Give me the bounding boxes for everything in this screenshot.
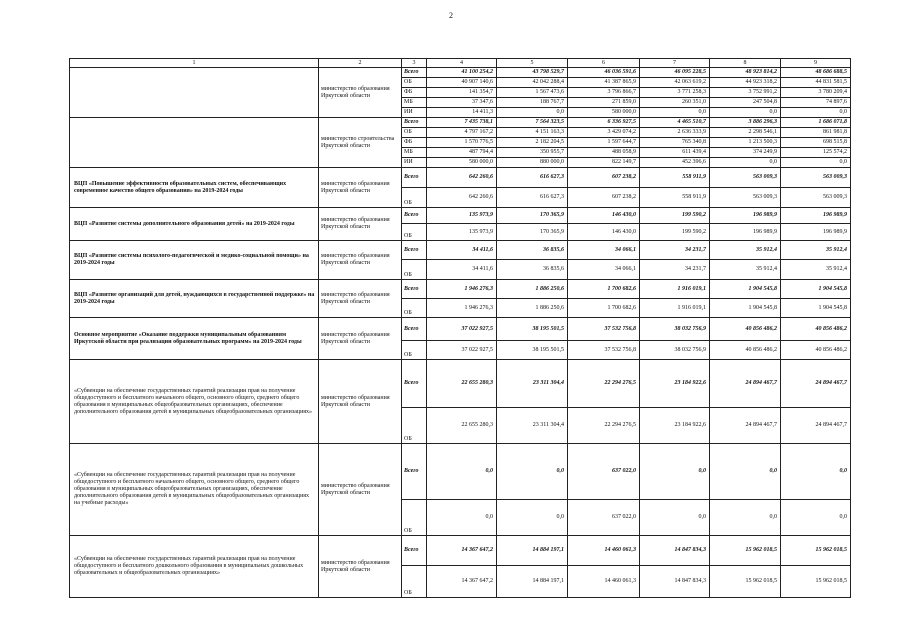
source-cell: ОБ [402, 408, 427, 444]
total-value-cell: 37 022 927,5 [427, 318, 497, 341]
value-cell: 42 063 619,2 [640, 78, 710, 88]
total-value-cell: 0,0 [427, 444, 497, 500]
table-row [70, 444, 851, 500]
table-row [70, 318, 851, 341]
table-row [70, 118, 851, 128]
total-value-cell: 14 367 647,2 [427, 536, 497, 566]
ob-value-cell: 1 886 250,6 [497, 299, 568, 318]
value-cell: 0,0 [640, 108, 710, 118]
source-cell: ОБ [402, 78, 427, 88]
total-value-cell: 38 195 501,5 [497, 318, 568, 341]
value-cell: 46 036 591,6 [568, 68, 640, 78]
value-cell: 3 752 991,2 [710, 88, 781, 98]
value-cell: 488 058,9 [568, 148, 640, 158]
page-number: 2 [449, 11, 453, 20]
ob-value-cell: 14 367 647,2 [427, 566, 497, 598]
ministry-cell: министерство образования Иркутской области [319, 280, 402, 318]
total-value-cell: 196 989,9 [781, 208, 851, 224]
ob-value-cell: 38 195 501,5 [497, 341, 568, 360]
value-cell: 765 340,8 [640, 138, 710, 148]
source-cell: ОБ [402, 224, 427, 241]
value-cell: 2 636 333,9 [640, 128, 710, 138]
ministry-cell: министерство образования Иркутской области [319, 68, 402, 118]
value-cell: 247 504,8 [710, 98, 781, 108]
source-cell: ОБ [402, 299, 427, 318]
ob-value-cell: 563 009,3 [710, 188, 781, 208]
total-value-cell: 607 238,2 [568, 168, 640, 188]
value-cell: 40 907 140,6 [427, 78, 497, 88]
table-row [70, 59, 851, 68]
ob-value-cell: 616 627,3 [497, 188, 568, 208]
ob-value-cell: 23 311 304,4 [497, 408, 568, 444]
value-cell: 822 149,7 [568, 158, 640, 168]
value-cell: 44 923 318,2 [710, 78, 781, 88]
ob-value-cell: 1 904 545,8 [781, 299, 851, 318]
ob-value-cell: 37 022 927,5 [427, 341, 497, 360]
value-cell: 43 798 529,7 [497, 68, 568, 78]
ob-value-cell: 34 411,6 [427, 260, 497, 280]
budget-table [69, 58, 851, 598]
ob-value-cell: 35 912,4 [781, 260, 851, 280]
value-cell: 3 771 258,3 [640, 88, 710, 98]
source-cell: Всего [402, 280, 427, 299]
source-cell: Всего [402, 118, 427, 128]
total-value-cell: 1 946 276,3 [427, 280, 497, 299]
program-name: ВЦП «Развитие системы дополнительного образования детей» на 2019-2024 годы [70, 208, 319, 241]
ob-value-cell: 1 916 019,1 [640, 299, 710, 318]
source-cell: ОБ [402, 566, 427, 598]
ob-value-cell: 0,0 [427, 500, 497, 536]
total-value-cell: 34 231,7 [640, 241, 710, 260]
total-value-cell: 34 066,1 [568, 241, 640, 260]
total-value-cell: 14 884 197,1 [497, 536, 568, 566]
total-value-cell: 15 962 018,5 [781, 536, 851, 566]
value-cell: 880 000,0 [497, 158, 568, 168]
ob-value-cell: 14 847 834,3 [640, 566, 710, 598]
total-value-cell: 563 009,3 [781, 168, 851, 188]
total-value-cell: 558 911,9 [640, 168, 710, 188]
ob-value-cell: 40 856 486,2 [781, 341, 851, 360]
ob-value-cell: 40 856 486,2 [710, 341, 781, 360]
value-cell: 4 151 163,3 [497, 128, 568, 138]
source-cell: Всего [402, 360, 427, 408]
total-value-cell: 14 847 834,3 [640, 536, 710, 566]
value-cell: 125 574,2 [781, 148, 851, 158]
ob-value-cell: 135 973,9 [427, 224, 497, 241]
value-cell: 350 955,7 [497, 148, 568, 158]
table-row [70, 360, 851, 408]
ob-value-cell: 0,0 [710, 500, 781, 536]
source-cell: ОБ [402, 500, 427, 536]
value-cell: 188 767,7 [497, 98, 568, 108]
table-row [70, 280, 851, 299]
value-cell: 374 249,9 [710, 148, 781, 158]
source-cell: ОБ [402, 260, 427, 280]
total-value-cell: 15 962 018,5 [710, 536, 781, 566]
value-cell: 580 000,0 [427, 158, 497, 168]
value-cell: 7 564 323,5 [497, 118, 568, 128]
ob-value-cell: 1 904 545,8 [710, 299, 781, 318]
value-cell: 4 797 167,2 [427, 128, 497, 138]
source-cell: Всего [402, 444, 427, 500]
ob-value-cell: 14 884 197,1 [497, 566, 568, 598]
table-row [70, 208, 851, 224]
source-cell: МБ [402, 98, 427, 108]
source-cell: Всего [402, 68, 427, 78]
value-cell: 0,0 [781, 158, 851, 168]
ob-value-cell: 38 032 756,9 [640, 341, 710, 360]
total-value-cell: 135 973,9 [427, 208, 497, 224]
ministry-cell: министерство образования Иркутской области [319, 318, 402, 360]
value-cell: 44 831 581,5 [781, 78, 851, 88]
program-name: Основное мероприятие «Оказание поддержки муниципальным образованиям Иркутской области при реализации образовательных программ» на 2019-2024 годы [70, 318, 319, 360]
value-cell: 41 387 865,9 [568, 78, 640, 88]
value-cell: 14 411,3 [427, 108, 497, 118]
ob-value-cell: 23 184 922,6 [640, 408, 710, 444]
value-cell: 141 354,7 [427, 88, 497, 98]
ob-value-cell: 0,0 [497, 500, 568, 536]
column-header: 4 [427, 59, 497, 68]
value-cell: 3 429 074,2 [568, 128, 640, 138]
total-value-cell: 196 989,9 [710, 208, 781, 224]
ob-value-cell: 36 835,6 [497, 260, 568, 280]
value-cell: 1 597 644,7 [568, 138, 640, 148]
ob-value-cell: 607 238,2 [568, 188, 640, 208]
ministry-cell: министерство образования Иркутской области [319, 444, 402, 536]
total-value-cell: 1 886 250,6 [497, 280, 568, 299]
source-cell: ФБ [402, 88, 427, 98]
ob-value-cell: 637 022,0 [568, 500, 640, 536]
value-cell: 7 435 738,1 [427, 118, 497, 128]
value-cell: 487 794,4 [427, 148, 497, 158]
total-value-cell: 0,0 [497, 444, 568, 500]
total-value-cell: 40 856 486,2 [710, 318, 781, 341]
value-cell: 0,0 [781, 108, 851, 118]
value-cell: 1 213 500,3 [710, 138, 781, 148]
ob-value-cell: 1 700 682,6 [568, 299, 640, 318]
total-value-cell: 0,0 [781, 444, 851, 500]
ob-value-cell: 196 989,9 [781, 224, 851, 241]
source-cell: МБ [402, 148, 427, 158]
column-header: 8 [710, 59, 781, 68]
source-cell: ОБ [402, 128, 427, 138]
total-value-cell: 23 184 922,6 [640, 360, 710, 408]
total-value-cell: 1 904 545,8 [781, 280, 851, 299]
value-cell: 2 298 546,1 [710, 128, 781, 138]
table-row [70, 168, 851, 188]
empty-name-cell [70, 68, 319, 118]
column-header: 7 [640, 59, 710, 68]
ministry-cell: министерство образования Иркутской области [319, 360, 402, 444]
program-name: ВЦП «Развитие организаций для детей, нуждающихся в государственной поддержке» на 2019-2024 годы [70, 280, 319, 318]
ministry-cell: министерство образования Иркутской области [319, 536, 402, 598]
ministry-cell: министерство образования Иркутской области [319, 168, 402, 208]
total-value-cell: 34 411,6 [427, 241, 497, 260]
value-cell: 1 686 071,8 [781, 118, 851, 128]
column-header: 2 [319, 59, 402, 68]
value-cell: 861 981,8 [781, 128, 851, 138]
value-cell: 42 042 288,4 [497, 78, 568, 88]
ob-value-cell: 563 009,3 [781, 188, 851, 208]
source-cell: ОБ [402, 188, 427, 208]
ob-value-cell: 24 894 467,7 [710, 408, 781, 444]
ob-value-cell: 34 066,1 [568, 260, 640, 280]
total-value-cell: 38 032 756,9 [640, 318, 710, 341]
total-value-cell: 22 294 276,5 [568, 360, 640, 408]
value-cell: 37 347,6 [427, 98, 497, 108]
ministry-cell: министерство образования Иркутской области [319, 241, 402, 280]
column-header: 5 [497, 59, 568, 68]
value-cell: 46 095 228,5 [640, 68, 710, 78]
ob-value-cell: 146 430,0 [568, 224, 640, 241]
program-name: «Субвенции на обеспечение государственных гарантий реализации прав на получение общедоступного и бесплатного дошкольного образования в муниципальных дошкольных образовательных и общеобразовательных организациях» [70, 536, 319, 598]
ob-value-cell: 15 962 018,5 [710, 566, 781, 598]
value-cell: 3 780 209,4 [781, 88, 851, 98]
ob-value-cell: 22 294 276,5 [568, 408, 640, 444]
total-value-cell: 37 532 756,8 [568, 318, 640, 341]
total-value-cell: 1 904 545,8 [710, 280, 781, 299]
source-cell: Всего [402, 208, 427, 224]
column-header: 6 [568, 59, 640, 68]
source-cell: Всего [402, 536, 427, 566]
program-name: ВЦП «Развитие системы психолого-педагогической и медико-социальной помощи» на 2019-2024 годы [70, 241, 319, 280]
table-row [70, 241, 851, 260]
total-value-cell: 24 894 467,7 [710, 360, 781, 408]
program-name: «Субвенции на обеспечение государственных гарантий реализации прав на получение общедоступного и бесплатного начального общего, основного общего, среднего общего образования в муниципальных общеобразовательных организациях, обеспечение дополнительного образования детей в муниципальных общеобразовательных организациях на учебные расходы» [70, 444, 319, 536]
ob-value-cell: 35 912,4 [710, 260, 781, 280]
program-name: «Субвенции на обеспечение государственных гарантий реализации прав на получение общедоступного и бесплатного начального общего, основного общего, среднего общего образования в муниципальных общеобразовательных организациях, обеспечение дополнительного образования детей в муниципальных общеобразовательных организациях» [70, 360, 319, 444]
source-cell: Всего [402, 318, 427, 341]
total-value-cell: 642 260,6 [427, 168, 497, 188]
total-value-cell: 40 856 486,2 [781, 318, 851, 341]
total-value-cell: 23 311 304,4 [497, 360, 568, 408]
empty-name-cell [70, 118, 319, 168]
table-row [70, 68, 851, 78]
total-value-cell: 616 627,3 [497, 168, 568, 188]
value-cell: 271 859,0 [568, 98, 640, 108]
value-cell: 452 396,6 [640, 158, 710, 168]
source-cell: Всего [402, 241, 427, 260]
source-cell: ФБ [402, 138, 427, 148]
total-value-cell: 0,0 [710, 444, 781, 500]
ob-value-cell: 170 365,9 [497, 224, 568, 241]
ob-value-cell: 24 894 467,7 [781, 408, 851, 444]
column-header: 9 [781, 59, 851, 68]
value-cell: 48 686 688,5 [781, 68, 851, 78]
value-cell: 0,0 [710, 108, 781, 118]
value-cell: 260 351,0 [640, 98, 710, 108]
column-header: 3 [402, 59, 427, 68]
ministry-cell: министерство образования Иркутской области [319, 208, 402, 241]
total-value-cell: 146 430,0 [568, 208, 640, 224]
ob-value-cell: 642 260,6 [427, 188, 497, 208]
value-cell: 1 570 776,5 [427, 138, 497, 148]
ob-value-cell: 558 911,9 [640, 188, 710, 208]
total-value-cell: 637 022,0 [568, 444, 640, 500]
value-cell: 580 000,0 [568, 108, 640, 118]
ob-value-cell: 196 989,9 [710, 224, 781, 241]
value-cell: 0,0 [497, 108, 568, 118]
column-header: 1 [70, 59, 319, 68]
value-cell: 41 100 254,2 [427, 68, 497, 78]
total-value-cell: 0,0 [640, 444, 710, 500]
source-cell: Всего [402, 168, 427, 188]
ob-value-cell: 15 962 018,5 [781, 566, 851, 598]
total-value-cell: 22 655 280,3 [427, 360, 497, 408]
value-cell: 2 182 204,5 [497, 138, 568, 148]
source-cell: ИИ [402, 158, 427, 168]
ob-value-cell: 14 460 061,3 [568, 566, 640, 598]
table-row [70, 536, 851, 566]
value-cell: 1 567 473,6 [497, 88, 568, 98]
total-value-cell: 1 916 019,1 [640, 280, 710, 299]
ob-value-cell: 199 590,2 [640, 224, 710, 241]
value-cell: 698 515,8 [781, 138, 851, 148]
program-name: ВЦП «Повышение эффективности образовательных систем, обеспечивающих современное качество общего образования» на 2019-2024 годы [70, 168, 319, 208]
value-cell: 4 465 510,7 [640, 118, 710, 128]
ob-value-cell: 37 532 756,8 [568, 341, 640, 360]
total-value-cell: 563 009,3 [710, 168, 781, 188]
total-value-cell: 170 365,9 [497, 208, 568, 224]
total-value-cell: 199 590,2 [640, 208, 710, 224]
value-cell: 74 897,6 [781, 98, 851, 108]
value-cell: 3 796 866,7 [568, 88, 640, 98]
source-cell: ИИ [402, 108, 427, 118]
value-cell: 48 923 814,2 [710, 68, 781, 78]
total-value-cell: 36 835,6 [497, 241, 568, 260]
source-cell: ОБ [402, 341, 427, 360]
total-value-cell: 35 912,4 [710, 241, 781, 260]
total-value-cell: 1 700 682,6 [568, 280, 640, 299]
value-cell: 6 336 927,5 [568, 118, 640, 128]
value-cell: 3 886 296,3 [710, 118, 781, 128]
value-cell: 611 439,4 [640, 148, 710, 158]
total-value-cell: 24 894 467,7 [781, 360, 851, 408]
total-value-cell: 35 912,4 [781, 241, 851, 260]
ministry-cell: министерство строительства Иркутской области [319, 118, 402, 168]
ob-value-cell: 1 946 276,3 [427, 299, 497, 318]
ob-value-cell: 22 655 280,3 [427, 408, 497, 444]
total-value-cell: 14 460 061,3 [568, 536, 640, 566]
ob-value-cell: 0,0 [781, 500, 851, 536]
ob-value-cell: 0,0 [640, 500, 710, 536]
value-cell: 0,0 [710, 158, 781, 168]
ob-value-cell: 34 231,7 [640, 260, 710, 280]
